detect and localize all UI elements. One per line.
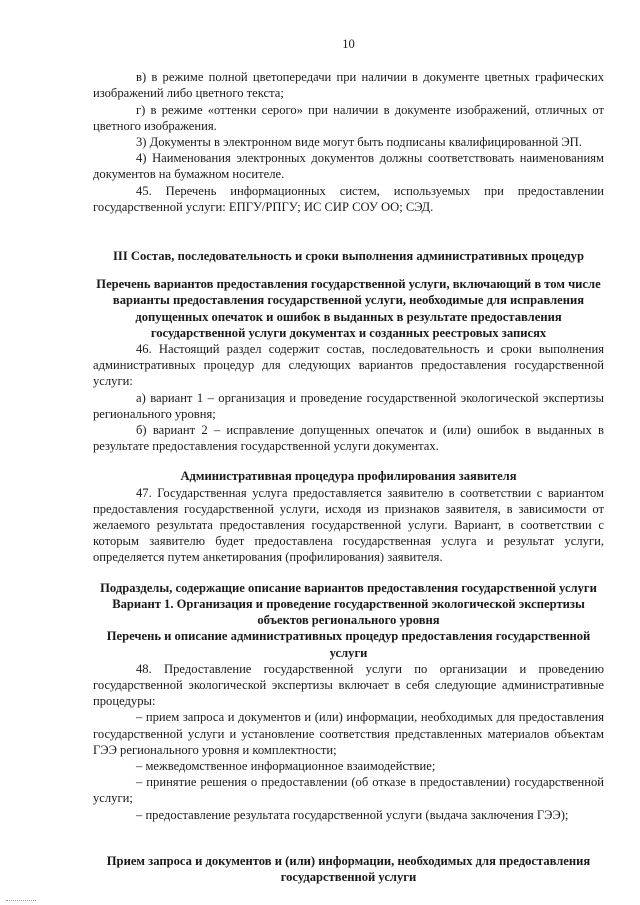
profiling-heading: Административная процедура профилирования заявителя [180, 469, 517, 484]
paragraph-45-info-systems: 45. Перечень информационных систем, используемых при предоставлении государственной услуги: ЕПГУ/РПГУ; ИС СИР СОУ ОО; СЭД. [93, 183, 604, 214]
paragraph-48: 48. Предоставление государственной услуги по организации и проведению государственной экологической экспертизы включает в себя следующие административные процедуры: [93, 661, 604, 709]
page-number: 10 [342, 37, 355, 51]
subsections-heading: Подразделы, содержащие описание вариантов предоставления государственной услуги [100, 580, 597, 595]
paragraph-47: 47. Государственная услуга предоставляется заявителю в соответствии с вариантом предоставления государственной услуги, исходя из признаков заявителя, в зависимости от желаемого результата предоставления государственной услуги. Вариант, в соответствии с которым заявителю будет предоставлена государственная услуга и результат услуги, определяется путем анкетирования (профилирования) заявителя. [93, 485, 604, 565]
document-page [93, 36, 604, 885]
paragraph-color-mode: в) в режиме полной цветопередачи при наличии в документе цветных графических изображений либо цветного текста; [93, 70, 604, 101]
variants-heading: Перечень вариантов предоставления государственной услуги, включающий в том числе варианты предоставления государственной услуги, необходимые для исправления допущенных опечаток и ошибок в выданных в результате предоставления государственной услуги документах и созданных реестровых записях [96, 277, 601, 340]
paragraph-grayscale-mode: г) в режиме «оттенки серого» при наличии в документе изображений, отличных от цветного изображения. [93, 102, 604, 133]
scan-edge-mark [6, 899, 36, 901]
paragraph-46: 46. Настоящий раздел содержит состав, последовательность и сроки выполнения административных процедур для следующих вариантов предоставления государственной услуги: [93, 342, 604, 389]
paragraph-46-b: б) вариант 2 – исправление допущенных опечаток и (или) ошибок в выданных в результате предоставления государственной услуги документах. [93, 423, 604, 454]
paragraph-document-names: 4) Наименования электронных документов должны соответствовать наименованиям документов на бумажном носителе. [93, 151, 604, 182]
section-title: III Состав, последовательность и сроки выполнения административных процедур [113, 249, 584, 264]
list-item-interaction: – межведомственное информационное взаимодействие; [136, 758, 436, 773]
variant-1-heading: Вариант 1. Организация и проведение государственной экологической экспертизы объектов регионального уровня [112, 596, 585, 628]
list-item-reception: – прием запроса и документов и (или) информации, необходимых для предоставления государственной услуги и установление соответствия представленных материалов объектам ГЭЭ регионального уровня и комплектности; [93, 710, 604, 757]
reception-heading: Прием запроса и документов и (или) информации, необходимых для предоставления государственной услуги [106, 853, 591, 884]
paragraph-electronic-signature: 3) Документы в электронном виде могут быть подписаны квалифицированной ЭП. [136, 135, 582, 150]
list-item-result: – предоставление результата государственной услуги (выдача заключения ГЭЭ); [136, 807, 569, 822]
list-item-decision: – принятие решения о предоставлении (об отказе в предоставлении) государственной услуги; [93, 775, 604, 806]
paragraph-46-a: а) вариант 1 – организация и проведение государственной экологической экспертизы регионального уровня; [93, 390, 604, 421]
procedures-heading: Перечень и описание административных процедур предоставления государственной услуги [106, 629, 591, 660]
